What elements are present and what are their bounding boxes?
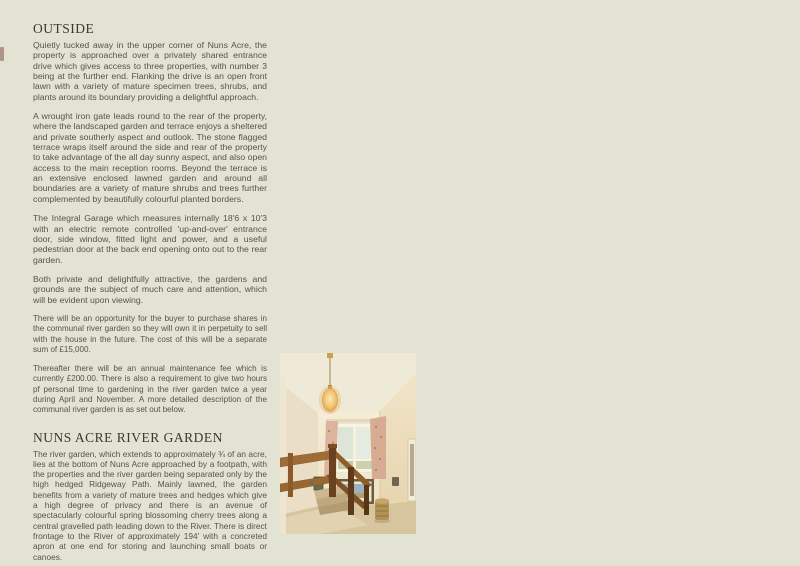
- text-column: [33, 21, 267, 566]
- section-heading-outside: OUTSIDE: [33, 21, 95, 36]
- body-paragraph: The Integral Garage which measures internally 18'6 x 10'3 with an electric remote controlled 'up-and-over' entrance door, side window, fitted light and power, and a useful pedestrian door at the back end opening onto out to the rear garden.: [33, 213, 267, 265]
- body-paragraph: Quietly tucked away in the upper corner of Nuns Acre, the property is approached over a privately shared entrance drive which gives access to three properties, with number 3 being at the further end. Flanking the drive is an open front lawn with a variety of mature specimen trees, shrubs, and plants around its boundary providing a delightful approach.: [33, 40, 267, 102]
- staircase-landing-photo: [280, 353, 416, 534]
- body-paragraph: Both private and delightfully attractive, the gardens and grounds are the subject of much care and attention, which will be evident upon viewing.: [33, 273, 267, 305]
- section-heading-river-garden: NUNS ACRE RIVER GARDEN: [33, 429, 223, 445]
- body-paragraph: The river garden, which extends to approximately ¾ of an acre, lies at the bottom of Nuns Acre approached by a footpath, with the properties and the river garden being separated only by the high hedged Ridgeway Path. Mainly lawned, the garden benefits from a variety of mature trees and hedges which give a high degree of privacy and there is an avenue of spectacularly colourful spring blossoming cherry trees along a central gravelled path leading down to the River. There is direct frontage to the River of approximately 194' with a concreted apron at one end for storing and launching small boats or canoes.: [33, 448, 267, 562]
- page-edge-mark: [0, 47, 4, 61]
- body-paragraph: Thereafter there will be an annual maintenance fee which is currently £200.00. There is also a requirement to give two hours pf personal time to gardening in the river garden twice a year during April and November. A more detailed description of the communal river garden is as set out below.: [33, 364, 267, 415]
- body-paragraph: A wrought iron gate leads round to the rear of the property, where the landscaped garden and terrace enjoys a sheltered and private southerly aspect and outlook. The stone flagged terrace wraps itself around the side and rear of the property to take advantage of the all day sunny aspect, and also open access to the main reception rooms. Beyond the terrace is an extensive enclosed lawned garden and around all boundaries are a variety of mature shrubs and trees further complemented by beautifully colourful planted borders.: [33, 111, 267, 204]
- body-paragraph: There will be an opportunity for the buyer to purchase shares in the communal river garden so they will own it in perpetuity to sell with the house in the future. The cost of this will be a separate sum of £15,000.: [33, 313, 267, 354]
- staircase-landing-photo-graphic: [280, 353, 416, 534]
